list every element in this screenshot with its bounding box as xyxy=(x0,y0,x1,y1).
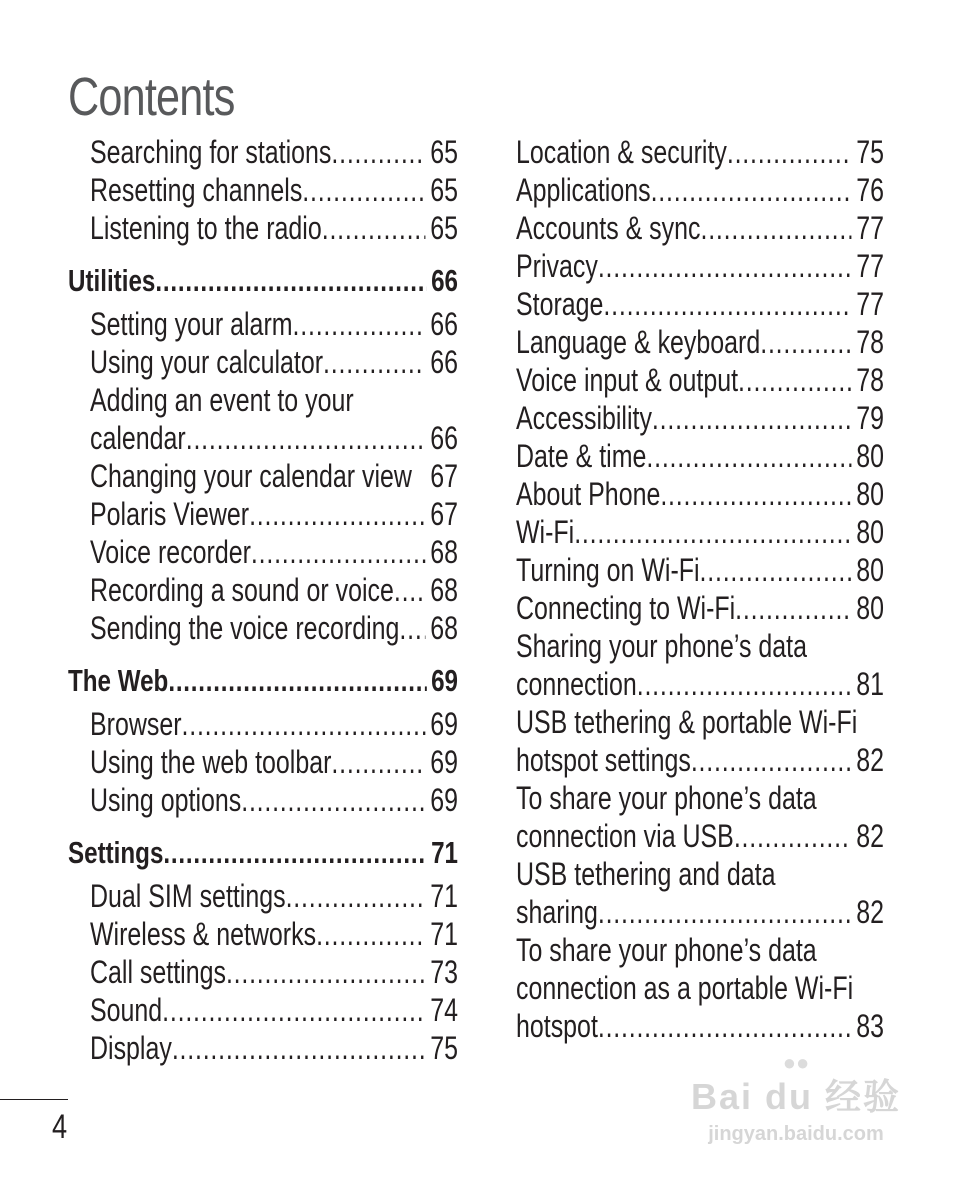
toc-entry-text: connection via USB xyxy=(516,818,734,854)
dot-leader xyxy=(155,262,426,300)
toc-entry-text: connection xyxy=(516,666,637,702)
toc-page-number: 67 xyxy=(430,496,458,532)
toc-entry[interactable] xyxy=(90,877,458,915)
toc-entry-text: connection as a portable Wi-Fi xyxy=(516,970,854,1006)
paw-icon: ●● xyxy=(782,1050,810,1075)
toc-page-number: 78 xyxy=(856,362,884,398)
toc-entry-text: Listening to the radio xyxy=(90,210,322,246)
toc-entry[interactable] xyxy=(516,817,884,855)
toc-entry-wrapped-line xyxy=(90,381,458,419)
toc-entry[interactable] xyxy=(516,893,884,931)
toc-entry-text: Turning on Wi-Fi xyxy=(516,552,700,588)
toc-entry[interactable] xyxy=(516,133,884,171)
footer-rule xyxy=(0,1099,68,1100)
toc-page-number: 80 xyxy=(856,552,884,588)
dot-leader xyxy=(172,1029,426,1067)
toc-entry-text: Display xyxy=(90,1030,172,1066)
dot-leader xyxy=(241,781,425,819)
toc-entry-text: Resetting channels xyxy=(90,172,303,208)
dot-leader xyxy=(399,609,425,647)
toc-entry-text: Privacy xyxy=(516,248,598,284)
toc-page-number: 71 xyxy=(430,878,458,914)
dot-leader xyxy=(322,209,426,247)
dot-leader xyxy=(700,551,852,589)
toc-entry-text: Setting your alarm xyxy=(90,306,293,342)
toc-entry[interactable] xyxy=(90,343,458,381)
toc-entry-text: Storage xyxy=(516,286,604,322)
toc-entry-wrapped-line xyxy=(516,703,884,741)
watermark-url: jingyan.baidu.com xyxy=(708,1123,884,1145)
toc-page-number: 83 xyxy=(856,1008,884,1044)
toc-entry[interactable] xyxy=(90,953,458,991)
toc-right-column xyxy=(516,133,884,1045)
dot-leader xyxy=(163,834,426,872)
toc-entry-text: Using the web toolbar xyxy=(90,744,332,780)
toc-page-number: 69 xyxy=(430,706,458,742)
toc-entry[interactable] xyxy=(516,513,884,551)
dot-leader xyxy=(186,419,426,457)
toc-entry-text: USB tethering & portable Wi-Fi xyxy=(516,704,858,740)
dot-leader xyxy=(394,571,426,609)
toc-page-number: 68 xyxy=(430,610,458,646)
toc-page-number: 71 xyxy=(431,835,458,870)
toc-entry[interactable] xyxy=(516,285,884,323)
toc-page-number: 77 xyxy=(856,210,884,246)
toc-page-number: 69 xyxy=(431,663,458,698)
toc-entry[interactable] xyxy=(90,133,458,171)
toc-entry-text: hotspot xyxy=(516,1008,598,1044)
dot-leader xyxy=(286,877,426,915)
toc-entry-text: hotspot settings xyxy=(516,742,691,778)
toc-page-number: 66 xyxy=(430,344,458,380)
toc-entry[interactable] xyxy=(90,915,458,953)
toc-entry[interactable] xyxy=(516,589,884,627)
toc-left-column xyxy=(68,133,458,1067)
toc-entry-text: sharing xyxy=(516,894,598,930)
baidu-watermark xyxy=(686,1050,906,1146)
dot-leader xyxy=(226,953,426,991)
toc-page-number: 65 xyxy=(430,134,458,170)
toc-page-number: 74 xyxy=(430,992,458,1028)
toc-page-number: 80 xyxy=(856,438,884,474)
toc-entry[interactable] xyxy=(90,495,458,533)
toc-entry[interactable] xyxy=(516,323,884,361)
toc-page-number: 67 xyxy=(430,458,458,494)
toc-entry-text: Accessibility xyxy=(516,400,652,436)
dot-leader xyxy=(701,209,852,247)
toc-page-number: 80 xyxy=(856,476,884,512)
toc-entry[interactable] xyxy=(90,533,458,571)
toc-entry[interactable] xyxy=(90,171,458,209)
toc-page-number: 69 xyxy=(430,744,458,780)
toc-entry[interactable] xyxy=(90,609,458,647)
toc-page-number: 81 xyxy=(856,666,884,702)
toc-entry-text: Sharing your phone’s data xyxy=(516,628,807,664)
toc-entry-text: Settings xyxy=(68,835,164,870)
toc-page-number: 77 xyxy=(856,286,884,322)
toc-entry[interactable] xyxy=(90,305,458,343)
toc-page-number: 75 xyxy=(856,134,884,170)
toc-page-number: 80 xyxy=(856,514,884,550)
toc-entry[interactable] xyxy=(516,171,884,209)
dot-leader xyxy=(331,133,425,171)
toc-page-number: 82 xyxy=(856,894,884,930)
toc-page-number: 73 xyxy=(430,954,458,990)
toc-entry[interactable] xyxy=(516,399,884,437)
toc-page-number: 75 xyxy=(430,1030,458,1066)
toc-entry-wrapped-line xyxy=(516,855,884,893)
toc-section[interactable] xyxy=(68,834,458,872)
dot-leader xyxy=(249,495,425,533)
dot-leader xyxy=(598,893,852,931)
dot-leader xyxy=(760,323,851,361)
toc-entry[interactable] xyxy=(90,419,458,457)
toc-entry[interactable] xyxy=(516,741,884,779)
toc-entry-text: Adding an event to your xyxy=(90,382,354,418)
dot-leader xyxy=(691,741,852,779)
toc-entry-text: Wireless & networks xyxy=(90,916,317,952)
toc-entry-text: To share your phone’s data xyxy=(516,932,817,968)
toc-entry[interactable] xyxy=(516,361,884,399)
dot-leader xyxy=(412,457,426,495)
toc-page-number: 66 xyxy=(430,420,458,456)
toc-entry-text: calendar xyxy=(90,420,186,456)
dot-leader xyxy=(660,475,851,513)
toc-entry[interactable] xyxy=(90,571,458,609)
toc-entry-text: Voice recorder xyxy=(90,534,251,570)
dot-leader xyxy=(738,361,852,399)
dot-leader xyxy=(162,991,425,1029)
dot-leader xyxy=(651,171,852,209)
toc-page-number: 69 xyxy=(430,782,458,818)
toc-entry-text: Voice input & output xyxy=(516,362,739,398)
dot-leader xyxy=(182,705,426,743)
toc-entry-text: Call settings xyxy=(90,954,226,990)
toc-entry-text: Searching for stations xyxy=(90,134,332,170)
page-title: Contents xyxy=(68,67,235,127)
toc-entry-text: Date & time xyxy=(516,438,647,474)
toc-entry-text: Using your calculator xyxy=(90,344,324,380)
toc-entry-text: Wi-Fi xyxy=(516,514,575,550)
toc-entry-text: About Phone xyxy=(516,476,661,512)
toc-entry-wrapped-line xyxy=(516,627,884,665)
toc-entry-text: USB tethering and data xyxy=(516,856,776,892)
toc-entry[interactable] xyxy=(90,743,458,781)
toc-entry-text: Language & keyboard xyxy=(516,324,761,360)
toc-entry-text: Browser xyxy=(90,706,182,742)
toc-entry[interactable] xyxy=(516,551,884,589)
dot-leader xyxy=(168,662,426,700)
toc-page-number: 79 xyxy=(856,400,884,436)
toc-section[interactable] xyxy=(68,662,458,700)
toc-entry[interactable] xyxy=(90,1029,458,1067)
toc-page-number: 65 xyxy=(430,210,458,246)
toc-entry-text: To share your phone’s data xyxy=(516,780,817,816)
toc-page-number: 78 xyxy=(856,324,884,360)
toc-entry-wrapped-line xyxy=(516,779,884,817)
dot-leader xyxy=(598,247,852,285)
toc-entry[interactable] xyxy=(516,247,884,285)
toc-entry-wrapped-line xyxy=(516,931,884,969)
toc-page-number: 66 xyxy=(430,306,458,342)
toc-entry-text: The Web xyxy=(68,663,169,698)
dot-leader xyxy=(302,171,425,209)
toc-entry-text: Sound xyxy=(90,992,163,1028)
toc-entry[interactable] xyxy=(90,991,458,1029)
dot-leader xyxy=(652,399,852,437)
dot-leader xyxy=(637,665,852,703)
toc-entry[interactable] xyxy=(90,705,458,743)
toc-entry[interactable] xyxy=(516,665,884,703)
toc-page-number: 76 xyxy=(856,172,884,208)
dot-leader xyxy=(646,437,851,475)
toc-entry[interactable] xyxy=(516,437,884,475)
toc-entry[interactable] xyxy=(90,457,458,495)
dot-leader xyxy=(331,743,425,781)
toc-page-number: 82 xyxy=(856,742,884,778)
dot-leader xyxy=(598,1007,852,1045)
toc-page-number: 80 xyxy=(856,590,884,626)
toc-entry-wrapped-line xyxy=(516,969,884,1007)
toc-entry-text: Connecting to Wi-Fi xyxy=(516,590,736,626)
toc-entry-text: Accounts & sync xyxy=(516,210,701,246)
toc-entry[interactable] xyxy=(90,209,458,247)
dot-leader xyxy=(727,133,852,171)
toc-page-number: 77 xyxy=(856,248,884,284)
dot-leader xyxy=(293,305,426,343)
toc-page-number: 82 xyxy=(856,818,884,854)
toc-page-number: 65 xyxy=(430,172,458,208)
dot-leader xyxy=(734,817,852,855)
toc-entry[interactable] xyxy=(516,475,884,513)
toc-entry[interactable] xyxy=(90,781,458,819)
toc-page-number: 71 xyxy=(430,916,458,952)
toc-entry-text: Utilities xyxy=(68,263,156,298)
toc-section[interactable] xyxy=(68,262,458,300)
toc-entry[interactable] xyxy=(516,1007,884,1045)
toc-page-number: 68 xyxy=(430,534,458,570)
dot-leader xyxy=(603,285,851,323)
toc-entry-text: Changing your calendar view xyxy=(90,458,412,494)
toc-entry-text: Recording a sound or voice xyxy=(90,572,394,608)
watermark-logo: Bai du 经验 xyxy=(690,1076,901,1117)
dot-leader xyxy=(323,343,425,381)
toc-page-number: 66 xyxy=(431,263,458,298)
toc-page-number: 68 xyxy=(430,572,458,608)
dot-leader xyxy=(316,915,425,953)
toc-entry-text: Location & security xyxy=(516,134,727,170)
dot-leader xyxy=(251,533,426,571)
toc-entry-text: Using options xyxy=(90,782,242,818)
toc-entry-text: Applications xyxy=(516,172,651,208)
page-number: 4 xyxy=(52,1108,68,1146)
dot-leader xyxy=(574,513,851,551)
dot-leader xyxy=(735,589,851,627)
toc-entry-text: Polaris Viewer xyxy=(90,496,250,532)
toc-entry[interactable] xyxy=(516,209,884,247)
toc-entry-text: Sending the voice recording xyxy=(90,610,400,646)
toc-entry-text: Dual SIM settings xyxy=(90,878,286,914)
